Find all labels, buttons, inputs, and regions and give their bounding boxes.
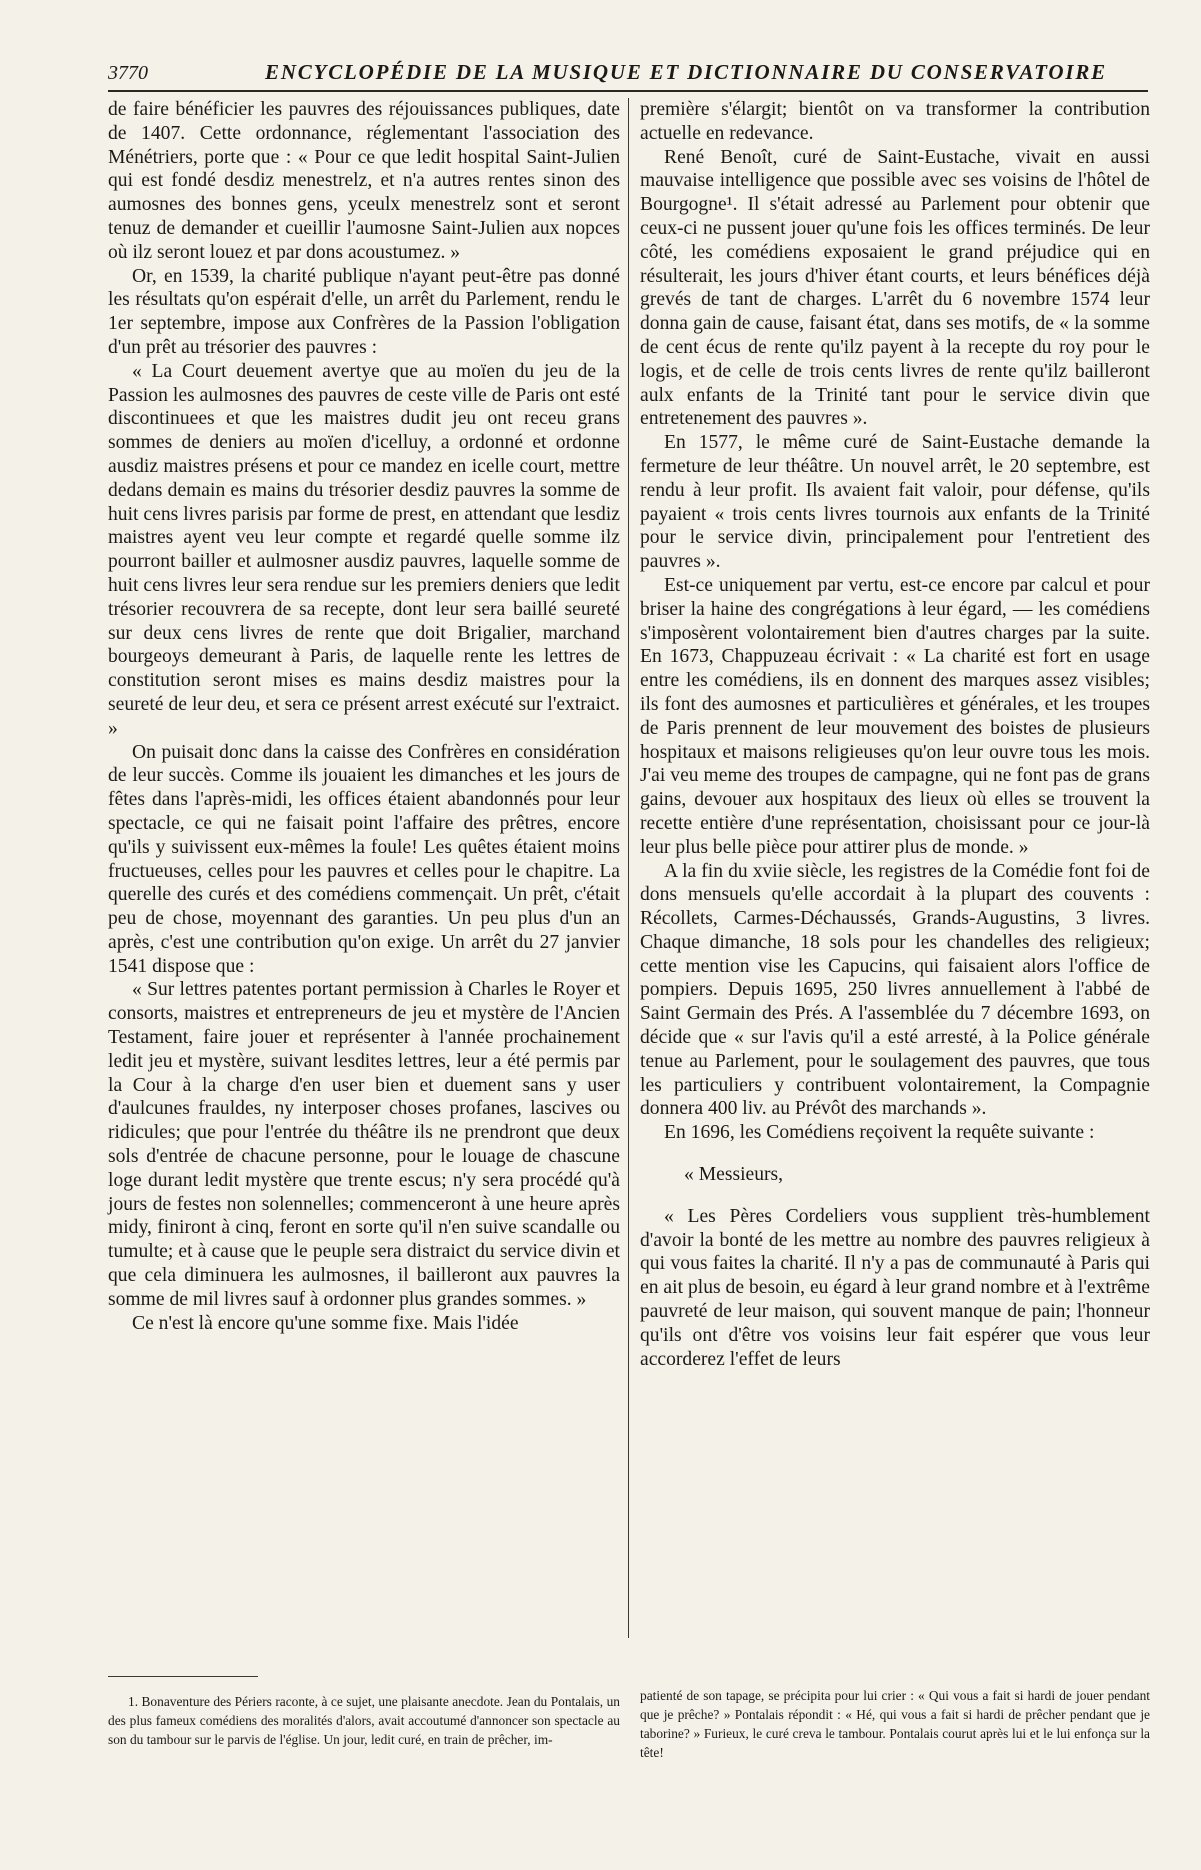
header-rule <box>108 90 1148 92</box>
left-column <box>108 98 620 1335</box>
paragraph: Or, en 1539, la charité publique n'ayant peut-être pas donné les résultats qu'on espérait d'elle, un arrêt du Parlement, rendu le 1er septembre, impose aux Confrères de la Passion l'obligation d'un prêt au trésorier des pauvres : <box>108 265 620 358</box>
paragraph: On puisait donc dans la caisse des Confrères en considération de leur succès. Comme ils jouaient les dimanches et les jours de fêtes dans l'après-midi, les offices étaient abandonnés pour leur spectacle, ce qui ne faisait point l'affaire des prêtres, encore qu'ils y suivissent eux-mêmes la foule! Les quêtes étaient moins fructueuses, celles pour les pauvres et celles pour le chapitre. La querelle des curés et des comédiens commençait. Un prêt, c'était peu de chose, moyennant des garanties. Un peu plus d'un an après, c'est une contribution qu'on exige. Un arrêt du 27 janvier 1541 dispose que : <box>108 741 620 977</box>
quoted-paragraph: « Sur lettres patentes portant permission à Charles le Royer et consorts, maistres et entrepreneurs de jeu et mystère de l'Ancien Testament, faire jouer et représenter à l'année prochainement ledit jeu et mystère, suivant lesdites lettres, leur a été permis par la Cour à la charge d'en user bien et duement sans y user d'aulcunes frauldes, ny interposer choses profanes, lascives ou ridicules; que pour l'entrée du théâtre ils ne prendront que deux sols d'entrée de chacune personne, pour le louage de chascune loge durant ledit mystère que trente escus; n'y sera procédé qu'à jours de festes non solennelles; commenceront à une heure après midy, finiront à cinq, feront en sorte qu'il n'en suive scandalle ou tumulte; et à cause que le peuple sera distraict du service divin et que cela diminuera les aulmosnes, il bailleront aux pauvres la somme de mil livres sauf à ordonner plus grandes sommes. » <box>108 979 620 1310</box>
right-column <box>640 98 1150 1371</box>
page-header <box>108 60 1148 90</box>
column-divider <box>628 98 629 1638</box>
salutation: « Messieurs, <box>684 1164 784 1186</box>
footnote-text: 1. Bonaventure des Périers raconte, à ce sujet, une plaisante anecdote. Jean du Pontalais, un des plus fameux comédiens des moralités d'alors, avait accoutumé d'annoncer son spectacle au son du tambour sur le parvis de l'église. Un jour, ledit curé, en train de prêcher, im- <box>108 1694 620 1747</box>
paragraph: Est-ce uniquement par vertu, est-ce encore par calcul et pour briser la haine des congrégations à leur égard, — les comédiens s'imposèrent volontairement bien d'autres charges par la suite. En 1673, Chappuzeau écrivait : « La charité est fort en usage entre les comédiens, ils en donnent des marques assez visibles; ils font des aumosnes et particulières et générales, et les troupes de Paris prennent de leur mouvement des boistes de plusieurs hospitaux et maisons religieuses qu'on leur ouvre tous les mois. J'ai veu meme des troupes de campagne, qui ne font pas de grans gains, devouer aux hospitaux des lieux où elles se trouvent la recette entière d'une représentation, choisissant pour ce jour-là leur plus belle pièce pour attirer plus de monde. » <box>640 574 1150 858</box>
quoted-paragraph: « Les Pères Cordeliers vous supplient très-humblement d'avoir la bonté de les mettre au nombre des pauvres religieux à qui vous faites la charité. Il n'y a pas de communauté à Paris qui en ait plus de besoin, eu égard à leur grand nombre et à l'extrême pauvreté de leur maison, qui souvent manque de pain; l'honneur qu'ils ont d'être vos voisins leur fait espérer que vous leur accorderez l'effet de leurs <box>640 1205 1150 1370</box>
footnote-rule-left <box>108 1676 258 1677</box>
footnote-left <box>108 1692 620 1749</box>
paragraph: de faire bénéficier les pauvres des réjouissances publiques, date de 1407. Cette ordonnance, réglementant l'association des Ménétriers, porte que : « Pour ce que ledit hospital Saint-Julien qui est fondé desdiz menestrelz, et n'a autres rentes sinon des aumosnes des bonnes gens, yceulx menestrelz sont et seront tenuz de demander et cueillir l'aumosne Saint-Julien aux nopces où ilz seront louez et par dons acoustumez. » <box>108 99 620 263</box>
paragraph: première s'élargit; bientôt on va transformer la contribution actuelle en redevance. <box>640 99 1150 144</box>
page-number: 3770 <box>108 62 148 84</box>
running-title: ENCYCLOPÉDIE DE LA MUSIQUE ET DICTIONNAIRE DU CONSERVATOIRE <box>265 60 1107 84</box>
paragraph: Ce n'est là encore qu'une somme fixe. Mais l'idée <box>132 1312 519 1334</box>
footnote-right <box>640 1686 1150 1762</box>
paragraph: A la fin du xviie siècle, les registres de la Comédie font foi de dons mensuels qu'elle accordait à la plupart des couvents : Récollets, Carmes-Déchaussés, Grands-Augustins, 3 livres. Chaque dimanche, 18 sols pour les chandelles des religieux; cette mention vise les Capucins, qui faisaient alors l'office de pompiers. Depuis 1695, 250 livres annuellement à l'abbé de Saint Germain des Prés. A l'assemblée du 7 décembre 1693, on décide que « sur l'avis qu'il a esté arresté, à la Police générale tenue au Parlement, pour le soulagement des pauvres, que tous les particuliers y contribuent volontairement, la Compagnie donnera 400 liv. au Prévôt des marchands ». <box>640 860 1150 1120</box>
footnote-continuation: patienté de son tapage, se précipita pour lui crier : « Qui vous a fait si hardi de jouer pendant que je prêche? » Pontalais répondit : « Hé, qui vous a fait si hardi de prêcher pendant que je taborine? » Furieux, le curé creva le tambour. Pontalais courut après lui et le lui enfonça sur la tête! <box>640 1688 1150 1760</box>
quoted-paragraph: « La Court deuement avertye que au moïen du jeu de la Passion les aulmosnes des pauvres de ceste ville de Paris ont esté discontinuees et que les maistres dudit jeu ont receu grans sommes de deniers au moïen d'icelluy, a ordonné et ordonne ausdiz maistres présens et pour ce mandez en icelle court, mettre dedans demain es mains du trésorier desdiz pauvres la somme de huit cens livres parisis par forme de prest, en attendant que lesdiz maistres ayent veu leur compte et regardé quelle somme ilz pourront bailler et aulmosner ausdiz pauvres, laquelle somme de huit cens livres leur sera rendue sur les premiers deniers que ledit trésorier recouvrera de sa recepte, dont leur sera baillé seureté sur deux cens livres de rente que doit Brigalier, marchand bourgeoys demeurant à Paris, de laquelle rente les lettres de constitution seront mises es mains desdiz maistres pour la seureté de leur deu, et sera ce présent arrest exécuté sur l'extraict. » <box>108 360 620 739</box>
paragraph: En 1696, les Comédiens reçoivent la requête suivante : <box>664 1122 1095 1144</box>
paragraph: René Benoît, curé de Saint-Eustache, vivait en aussi mauvaise intelligence que possible avec ses voisins de l'hôtel de Bourgogne¹. Il s'était adressé au Parlement pour obtenir que ceux-ci ne pussent jouer qu'une fois les offices terminés. De leur côté, les comédiens exposaient le grand préjudice qui en résulterait, les jours d'hiver étant courts, et leurs bénéfices déjà grevés de tant de charges. L'arrêt du 6 novembre 1574 leur donna gain de cause, faisant état, dans ses motifs, de « la somme de cent écus de rente qu'ilz payent à la recepte du roy pour le logis, et de celle de trois cents livres de rente qu'ilz bailleront aulx enfants de la Trinité tant pour le service divin que entretenement des pauvres ». <box>640 146 1150 430</box>
paragraph: En 1577, le même curé de Saint-Eustache demande la fermeture de leur théâtre. Un nouvel arrêt, le 20 septembre, est rendu à leur profit. Ils avaient fait valoir, pour défense, qu'ils payaient « trois cents livres tournois aux enfants de la Trinité pour le service divin, principalement pour l'entretient des pauvres ». <box>640 432 1150 573</box>
